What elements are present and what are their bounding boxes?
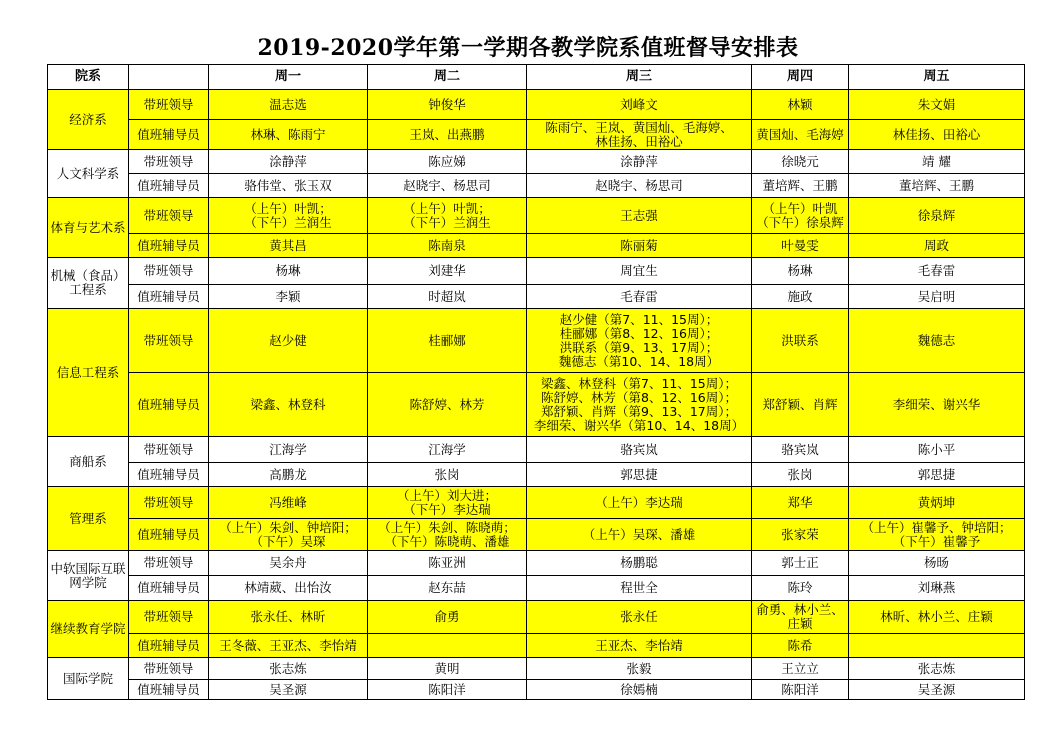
duty-cell: 董培辉、王鹏 xyxy=(752,174,849,198)
duty-cell: 钟俊华 xyxy=(368,90,527,120)
duty-cell: 林靖葳、出怡汝 xyxy=(209,576,368,601)
table-row xyxy=(48,437,1025,463)
duty-cell: 王冬薇、王亚杰、李怡靖 xyxy=(209,634,368,658)
duty-cell: 涂静萍 xyxy=(209,150,368,174)
table-row xyxy=(48,576,1025,601)
role-label: 带班领导 xyxy=(129,551,209,576)
duty-cell: 周宜生 xyxy=(527,258,752,285)
duty-cell: 王志强 xyxy=(527,198,752,234)
duty-cell: 吴圣源 xyxy=(849,680,1025,700)
role-label: 值班辅导员 xyxy=(129,373,209,437)
dept-name: 中软国际互联网学院 xyxy=(48,551,129,601)
duty-cell: 林昕、林小兰、庄颖 xyxy=(849,601,1025,634)
duty-cell: 吴余舟 xyxy=(209,551,368,576)
duty-cell: 郑华 xyxy=(752,487,849,519)
dept-name: 继续教育学院 xyxy=(48,601,129,658)
duty-cell: 赵少健（第7、11、15周）； 桂郦娜（第8、12、16周）； 洪联系（第9、13、17周）； 魏德志（第10、14、18周） xyxy=(527,309,752,373)
role-label: 带班领导 xyxy=(129,258,209,285)
duty-cell: 朱文娟 xyxy=(849,90,1025,120)
table-row xyxy=(48,174,1025,198)
duty-cell: 郭思捷 xyxy=(849,463,1025,487)
duty-cell: 叶曼雯 xyxy=(752,234,849,258)
duty-cell: 林琳、陈雨宁 xyxy=(209,120,368,150)
duty-cell: 魏德志 xyxy=(849,309,1025,373)
dept-name: 体育与艺术系 xyxy=(48,198,129,258)
role-label: 值班辅导员 xyxy=(129,120,209,150)
duty-cell: 张毅 xyxy=(527,658,752,680)
duty-cell: 杨琳 xyxy=(209,258,368,285)
schedule-body xyxy=(48,90,1025,700)
table-row xyxy=(48,551,1025,576)
duty-cell: 俞勇、林小兰、 庄颖 xyxy=(752,601,849,634)
role-label: 带班领导 xyxy=(129,658,209,680)
table-row xyxy=(48,680,1025,700)
duty-cell: 陈阳洋 xyxy=(752,680,849,700)
duty-cell: （上午）刘大进； （下午）李达瑞 xyxy=(368,487,527,519)
duty-cell: （上午）吴琛、潘雄 xyxy=(527,519,752,551)
header-day: 周五 xyxy=(849,65,1025,90)
dept-name: 商船系 xyxy=(48,437,129,487)
role-label: 带班领导 xyxy=(129,601,209,634)
duty-cell: 周政 xyxy=(849,234,1025,258)
table-row xyxy=(48,234,1025,258)
duty-cell: 赵东喆 xyxy=(368,576,527,601)
duty-cell: 徐晓元 xyxy=(752,150,849,174)
duty-cell: 黄国灿、毛海婷 xyxy=(752,120,849,150)
duty-cell: 陈小平 xyxy=(849,437,1025,463)
duty-cell: 骆宾岚 xyxy=(527,437,752,463)
duty-cell: 郭士正 xyxy=(752,551,849,576)
duty-cell: 徐泉辉 xyxy=(849,198,1025,234)
header-day: 周四 xyxy=(752,65,849,90)
duty-cell: 程世全 xyxy=(527,576,752,601)
duty-cell: 骆宾岚 xyxy=(752,437,849,463)
duty-cell: 吴启明 xyxy=(849,285,1025,309)
table-row xyxy=(48,150,1025,174)
duty-cell: 施政 xyxy=(752,285,849,309)
duty-cell: 王岚、出燕鹏 xyxy=(368,120,527,150)
duty-cell: 江海学 xyxy=(368,437,527,463)
duty-cell: 王亚杰、李怡靖 xyxy=(527,634,752,658)
duty-cell: （上午）朱剑、陈晓萌； （下午）陈晓萌、潘雄 xyxy=(368,519,527,551)
duty-cell: （上午）朱剑、钟培阳； （下午）吴琛 xyxy=(209,519,368,551)
dept-name: 国际学院 xyxy=(48,658,129,700)
duty-cell: 陈南泉 xyxy=(368,234,527,258)
duty-cell: 黄其昌 xyxy=(209,234,368,258)
duty-cell: 刘峰文 xyxy=(527,90,752,120)
role-label: 带班领导 xyxy=(129,198,209,234)
duty-cell: 陈玲 xyxy=(752,576,849,601)
duty-cell: 涂静萍 xyxy=(527,150,752,174)
duty-cell: 桂郦娜 xyxy=(368,309,527,373)
dept-name: 机械（食品）工程系 xyxy=(48,258,129,309)
header-row xyxy=(48,65,1025,90)
role-label: 值班辅导员 xyxy=(129,174,209,198)
duty-cell: （上午）李达瑞 xyxy=(527,487,752,519)
duty-cell: 洪联系 xyxy=(752,309,849,373)
role-label: 值班辅导员 xyxy=(129,285,209,309)
duty-cell: 陈应娣 xyxy=(368,150,527,174)
duty-cell: 杨琳 xyxy=(752,258,849,285)
duty-cell xyxy=(849,634,1025,658)
duty-cell: 张岗 xyxy=(752,463,849,487)
duty-cell xyxy=(368,634,527,658)
header-dept: 院系 xyxy=(48,65,129,90)
duty-cell: 梁鑫、林登科（第7、11、15周）； 陈舒婷、林芳（第8、12、16周）； 郑舒颖、肖辉（第9、13、17周）； 李细荣、谢兴华（第10、14、18周） xyxy=(527,373,752,437)
table-row xyxy=(48,463,1025,487)
duty-cell: 高鹏龙 xyxy=(209,463,368,487)
table-row xyxy=(48,487,1025,519)
duty-cell: 赵少健 xyxy=(209,309,368,373)
duty-cell: 梁鑫、林登科 xyxy=(209,373,368,437)
table-row xyxy=(48,285,1025,309)
role-label: 带班领导 xyxy=(129,309,209,373)
table-row xyxy=(48,601,1025,634)
duty-cell: 李细荣、谢兴华 xyxy=(849,373,1025,437)
header-day: 周二 xyxy=(368,65,527,90)
role-label: 带班领导 xyxy=(129,90,209,120)
duty-cell: 刘建华 xyxy=(368,258,527,285)
header-day: 周一 xyxy=(209,65,368,90)
duty-cell: 林佳扬、田裕心 xyxy=(849,120,1025,150)
table-row xyxy=(48,90,1025,120)
duty-cell: 江海学 xyxy=(209,437,368,463)
duty-cell: 时超岚 xyxy=(368,285,527,309)
duty-cell: （上午）叶凯； （下午）兰润生 xyxy=(209,198,368,234)
duty-cell: 吴圣源 xyxy=(209,680,368,700)
duty-cell: 赵晓宇、杨思司 xyxy=(368,174,527,198)
duty-cell: 王立立 xyxy=(752,658,849,680)
duty-cell: 郑舒颖、肖辉 xyxy=(752,373,849,437)
duty-cell: 董培辉、王鹏 xyxy=(849,174,1025,198)
table-row xyxy=(48,373,1025,437)
role-label: 带班领导 xyxy=(129,437,209,463)
duty-cell: 林颖 xyxy=(752,90,849,120)
duty-cell: 张永任、林昕 xyxy=(209,601,368,634)
duty-cell: 黄炳坤 xyxy=(849,487,1025,519)
duty-cell: 赵晓宇、杨思司 xyxy=(527,174,752,198)
table-row xyxy=(48,120,1025,150)
dept-name: 人文科学系 xyxy=(48,150,129,198)
header-role xyxy=(129,65,209,90)
role-label: 值班辅导员 xyxy=(129,463,209,487)
role-label: 带班领导 xyxy=(129,150,209,174)
header-day: 周三 xyxy=(527,65,752,90)
duty-cell: （上午）叶凯 （下午）徐泉辉 xyxy=(752,198,849,234)
duty-cell: 张家荣 xyxy=(752,519,849,551)
table-row xyxy=(48,198,1025,234)
duty-cell: 陈阳洋 xyxy=(368,680,527,700)
duty-cell: 毛春雷 xyxy=(527,285,752,309)
duty-cell: 杨旸 xyxy=(849,551,1025,576)
dept-name: 信息工程系 xyxy=(48,309,129,437)
duty-cell: 张志炼 xyxy=(209,658,368,680)
duty-cell: 俞勇 xyxy=(368,601,527,634)
role-label: 值班辅导员 xyxy=(129,576,209,601)
duty-cell: 陈舒婷、林芳 xyxy=(368,373,527,437)
dept-name: 管理系 xyxy=(48,487,129,551)
duty-cell: 张志炼 xyxy=(849,658,1025,680)
role-label: 带班领导 xyxy=(129,487,209,519)
role-label: 值班辅导员 xyxy=(129,519,209,551)
table-row xyxy=(48,258,1025,285)
duty-cell: 黄明 xyxy=(368,658,527,680)
duty-cell: 陈雨宁、王岚、黄国灿、毛海婷、 林佳扬、田裕心 xyxy=(527,120,752,150)
duty-cell: 陈丽菊 xyxy=(527,234,752,258)
role-label: 值班辅导员 xyxy=(129,634,209,658)
dept-name: 经济系 xyxy=(48,90,129,150)
duty-cell: 郭思捷 xyxy=(527,463,752,487)
table-row xyxy=(48,309,1025,373)
role-label: 值班辅导员 xyxy=(129,234,209,258)
table-row xyxy=(48,519,1025,551)
duty-cell: 张岗 xyxy=(368,463,527,487)
duty-cell: 温志选 xyxy=(209,90,368,120)
page-title: 2019-2020学年第一学期各教学院系值班督导安排表 xyxy=(257,35,799,61)
duty-cell: 陈亚洲 xyxy=(368,551,527,576)
table-row xyxy=(48,634,1025,658)
duty-cell: （上午）崔馨予、钟培阳； （下午）崔馨予 xyxy=(849,519,1025,551)
duty-cell: 陈希 xyxy=(752,634,849,658)
schedule-table xyxy=(47,64,1025,700)
role-label: 值班辅导员 xyxy=(129,680,209,700)
duty-cell: 徐嫣楠 xyxy=(527,680,752,700)
duty-cell: 靖 耀 xyxy=(849,150,1025,174)
duty-cell: （上午）叶凯； （下午）兰润生 xyxy=(368,198,527,234)
duty-cell: 毛春雷 xyxy=(849,258,1025,285)
duty-cell: 李颖 xyxy=(209,285,368,309)
duty-cell: 张永任 xyxy=(527,601,752,634)
table-row xyxy=(48,658,1025,680)
duty-cell: 骆伟堂、张玉双 xyxy=(209,174,368,198)
duty-cell: 杨鹏聪 xyxy=(527,551,752,576)
duty-cell: 冯维峰 xyxy=(209,487,368,519)
duty-cell: 刘琳燕 xyxy=(849,576,1025,601)
